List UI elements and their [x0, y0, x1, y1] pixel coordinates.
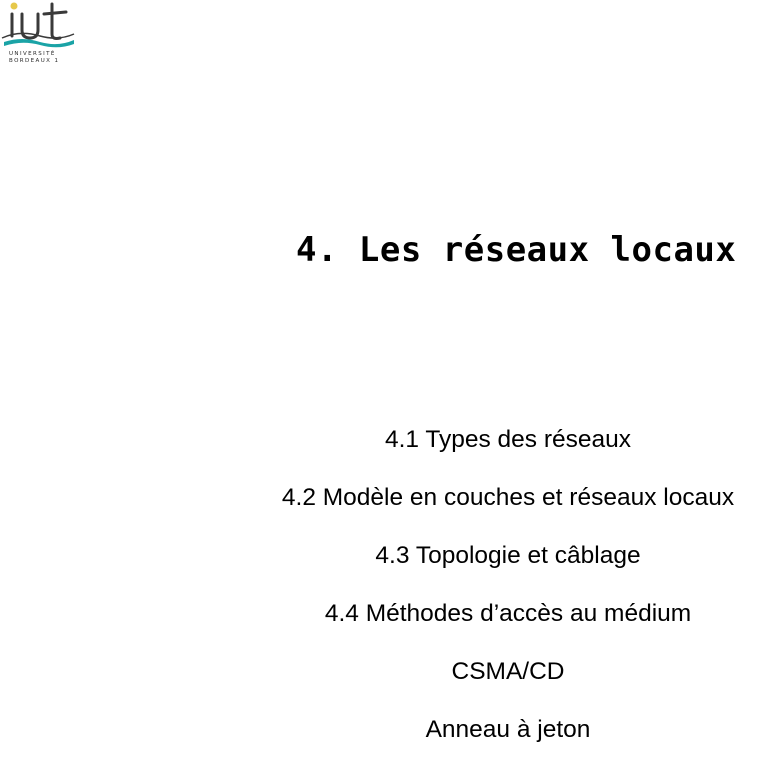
outline-item: CSMA/CD: [451, 658, 565, 685]
outline-item: Anneau à jeton: [425, 716, 591, 743]
logo-text-universite: UNIVERSITÉ: [9, 51, 56, 57]
outline-item: 4.4 Méthodes d’accès au médium: [324, 600, 692, 627]
outline-item: 4.3 Topologie et câblage: [375, 542, 641, 569]
outline-list: [248, 420, 768, 768]
logo-text-bordeaux: BORDEAUX 1: [9, 58, 60, 64]
outline-item: 4.1 Types des réseaux: [384, 426, 632, 453]
iut-mark-icon: [0, 0, 78, 50]
slide-title: 4. Les réseaux locaux: [296, 230, 737, 270]
outline-item: 4.2 Modèle en couches et réseaux locaux: [281, 484, 735, 511]
iut-bordeaux-logo: [0, 0, 78, 70]
